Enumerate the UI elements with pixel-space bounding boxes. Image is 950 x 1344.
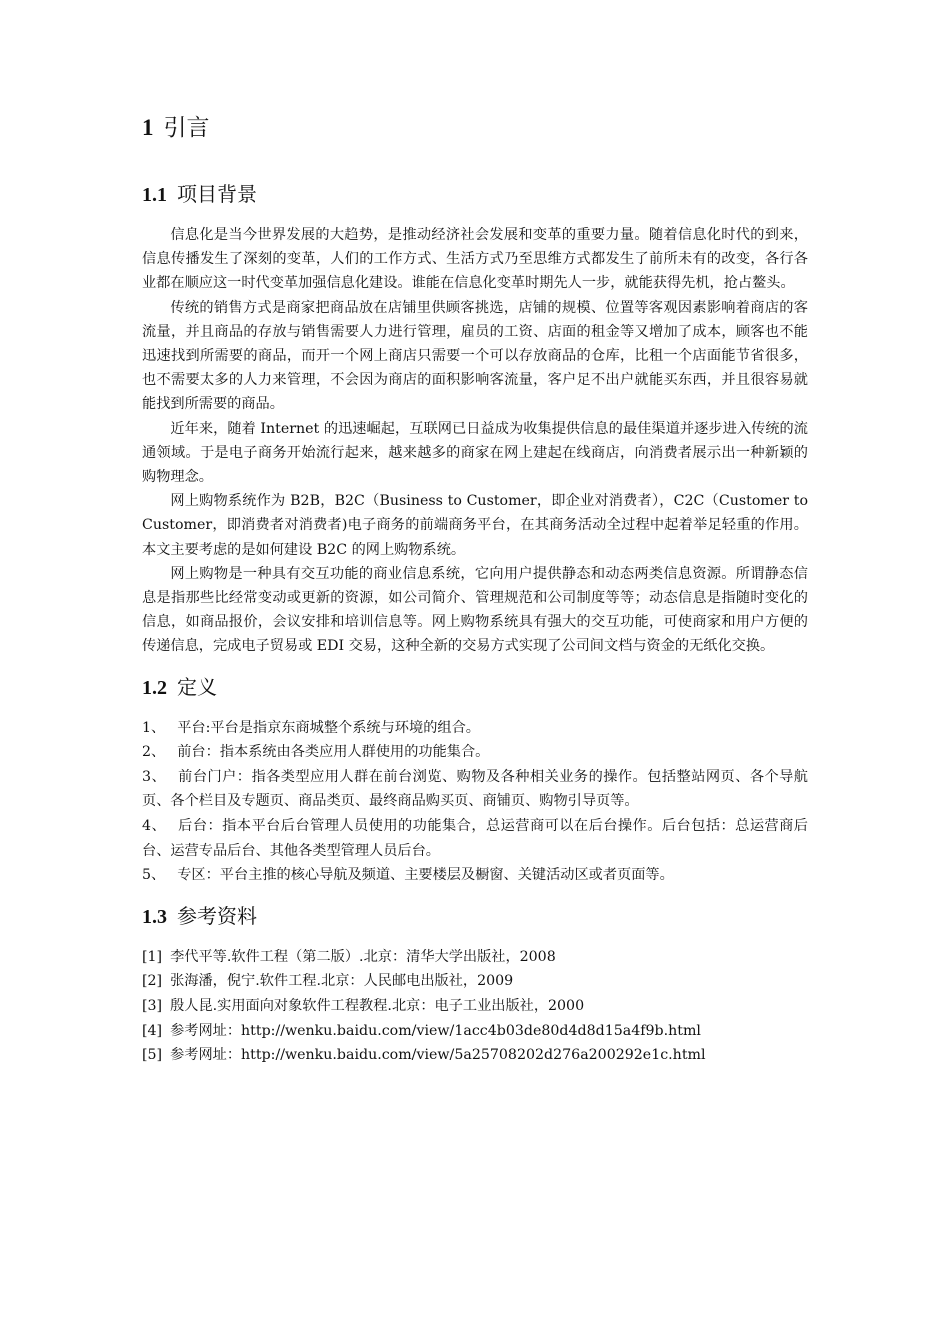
list-index: 1、 xyxy=(142,719,166,736)
list-index: 5、 xyxy=(142,867,166,884)
list-text: 专区：平台主推的核心导航及频道、主要楼层及橱窗、关键活动区或者页面等。 xyxy=(177,867,674,884)
list-text: 前台：指本系统由各类应用人群使用的功能集合。 xyxy=(177,744,490,761)
reference-index: [4] xyxy=(142,1022,163,1039)
list-index: 4、 xyxy=(142,818,167,835)
reference-text: 殷人昆.实用面向对象软件工程教程.北京：电子工业出版社，2000 xyxy=(170,998,585,1014)
reference-item xyxy=(142,1019,808,1044)
section-number: 1.3 xyxy=(142,905,167,928)
list-text: 前台门户：指各类型应用人群在前台浏览、购物及各种相关业务的操作。包括整站网页、各个导航页、各个栏目及专题页、商品类页、最终商品购买页、商铺页、购物引导页等。 xyxy=(142,768,808,810)
paragraph: 近年来，随着 Internet 的迅速崛起，互联网已日益成为收集提供信息的最佳渠道并逐步进入传统的流通领域。于是电子商务开始流行起来，越来越多的商家在网上建起在线商店，向消费者展示出一种新颖的购物理念。 xyxy=(142,420,808,486)
list-item xyxy=(142,863,808,888)
reference-text: 参考网址：http://wenku.baidu.com/view/5a25708202d276a200292e1c.html xyxy=(170,1047,706,1064)
document-page xyxy=(142,108,808,1078)
section-title: 参考资料 xyxy=(177,903,257,928)
paragraph: 信息化是当今世界发展的大趋势，是推动经济社会发展和变革的重要力量。随着信息化时代的到来，信息传播发生了深刻的变革，人们的工作方式、生活方式乃至思维方式都发生了前所未有的改变，各行各业都在顺应这一时代变革加强信息化建设。谁能在信息化变革时期先人一步，就能获得先机，抢占鳌头。 xyxy=(142,227,808,292)
list-index: 2、 xyxy=(142,744,166,761)
list-item xyxy=(142,740,808,765)
reference-item xyxy=(142,1043,808,1068)
section-number: 1.2 xyxy=(142,676,167,699)
paragraph: 网上购物系统作为 B2B，B2C（Business to Customer，即企业对消费者），C2C（Customer to Customer，即消费者对消费者)电子商务的前端商务平台，在其商务活动全过程中起着举足轻重的作用。本文主要考虑的是如何建设 B2C 的网上购物系统。 xyxy=(142,493,808,558)
definition-list xyxy=(142,716,808,888)
list-item xyxy=(142,814,808,863)
reference-index: [2] xyxy=(142,973,163,990)
chapter-number: 1 xyxy=(142,115,154,140)
section-references xyxy=(142,898,808,1068)
reference-text: 张海潘，倪宁.软件工程.北京：人民邮电出版社，2009 xyxy=(170,973,514,990)
section-heading xyxy=(142,898,808,935)
reference-list xyxy=(142,945,808,1068)
reference-item xyxy=(142,945,808,970)
list-text: 后台：指本平台后台管理人员使用的功能集合，总运营商可以在后台操作。后台包括：总运营商后台、运营专品后台、其他各类型管理人员后台。 xyxy=(142,818,808,859)
list-item xyxy=(142,716,808,741)
section-number: 1.1 xyxy=(142,184,167,206)
section-background xyxy=(142,176,808,659)
section-heading xyxy=(142,669,808,706)
reference-index: [3] xyxy=(142,998,163,1014)
section-title: 项目背景 xyxy=(177,182,257,206)
list-text: 平台:平台是指京东商城整个系统与环境的组合。 xyxy=(177,719,480,736)
reference-item xyxy=(142,994,808,1019)
reference-text: 参考网址：http://wenku.baidu.com/view/1acc4b03de80d4d8d15a4f9b.html xyxy=(170,1022,701,1039)
reference-text: 李代平等.软件工程（第二版）.北京：清华大学出版社，2008 xyxy=(170,948,556,965)
list-item xyxy=(142,765,808,814)
paragraph: 传统的销售方式是商家把商品放在店铺里供顾客挑选，店铺的规模、位置等客观因素影响着商店的客流量，并且商品的存放与销售需要人力进行管理，雇员的工资、店面的租金等又增加了成本，顾客也不能迅速找到所需要的商品，而开一个网上商店只需要一个可以存放商品的仓库，比租一个店面能节省很多，也不需要太多的人力来管理，不会因为商店的面积影响客流量，客户足不出户就能买东西，并且很容易就能找到所需要的商品。 xyxy=(142,299,808,413)
list-index: 3、 xyxy=(142,768,167,785)
section-definitions xyxy=(142,669,808,888)
chapter-heading xyxy=(142,108,808,148)
paragraph: 网上购物是一种具有交互功能的商业信息系统，它向用户提供静态和动态两类信息资源。所谓静态信息是指那些比经常变动或更新的资源，如公司简介、管理规范和公司制度等等；动态信息是指随时变化的信息，如商品报价，会议安排和培训信息等。网上购物系统具有强大的交互功能，可使商家和用户方便的传递信息，完成电子贸易或 EDI 交易，这种全新的交易方式实现了公司间文档与资金的无纸化交换。 xyxy=(142,565,808,655)
section-heading xyxy=(142,176,808,213)
chapter-title: 引言 xyxy=(163,115,210,141)
reference-item xyxy=(142,969,808,994)
section-title: 定义 xyxy=(177,674,217,699)
reference-index: [1] xyxy=(142,948,163,965)
reference-index: [5] xyxy=(142,1047,163,1064)
